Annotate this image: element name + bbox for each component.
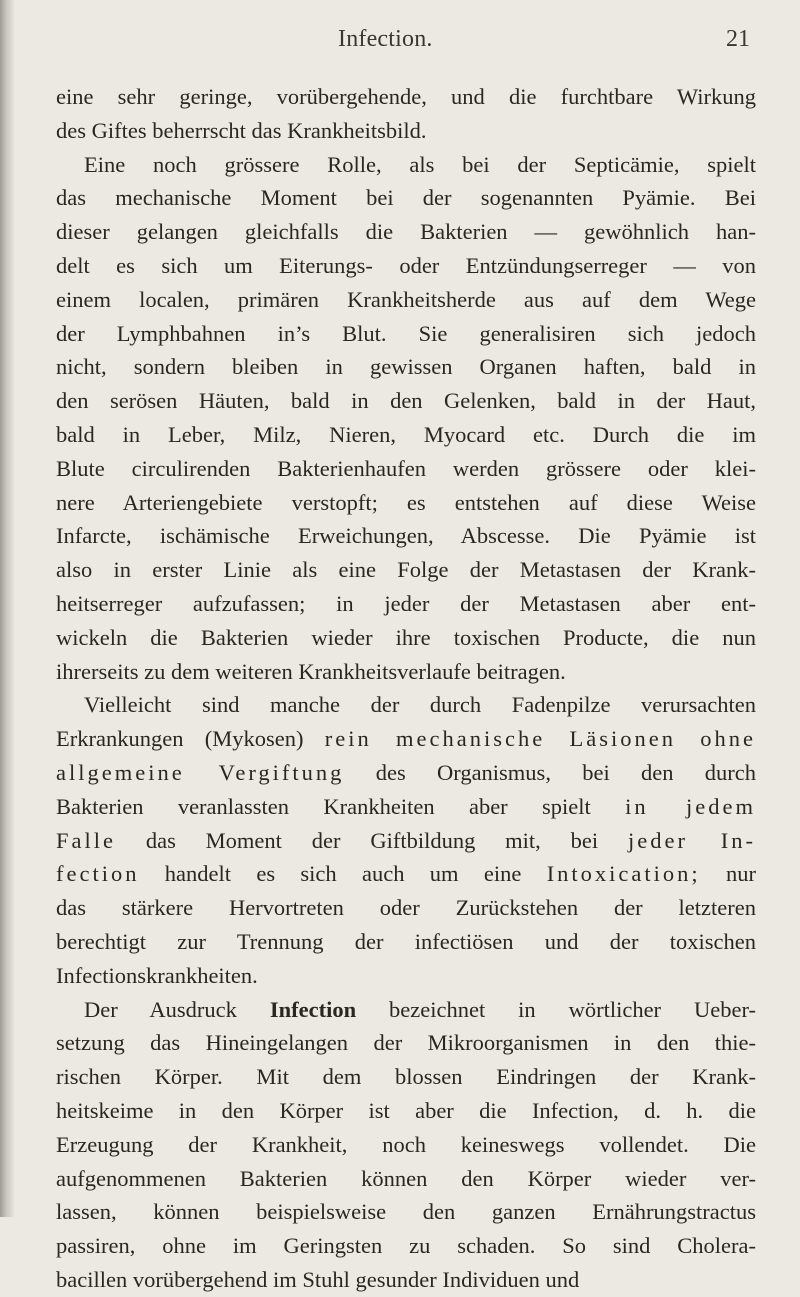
text-line: eine sehr geringe, vorübergehende, und die furchtbare Wirkung bbox=[56, 84, 756, 109]
text-line: delt es sich um Eiterungs- oder Entzündungserreger — von bbox=[56, 252, 756, 278]
text-run: bezeichnet in wörtlicher Ueber- bbox=[389, 996, 756, 1022]
text-run: handelt es sich auch um eine bbox=[164, 861, 522, 887]
text-line: Eine noch grössere Rolle, als bei der Septicämie, spielt bbox=[84, 151, 756, 177]
text-run: Der Ausdruck bbox=[84, 996, 237, 1022]
text-line bbox=[56, 993, 756, 1027]
spaced-emphasis: fection bbox=[56, 861, 140, 887]
text-line: also in erster Linie als eine Folge der Metastasen der Krank- bbox=[56, 557, 756, 583]
text-line: heitserreger aufzufassen; in jeder der Metastasen aber ent- bbox=[56, 590, 756, 616]
text-run: Bakterien veranlassten Krankheiten aber spielt bbox=[56, 793, 591, 819]
page-spine-shadow bbox=[0, 0, 14, 1217]
text-run: Erkrankungen (Mykosen) bbox=[56, 726, 304, 752]
text-run: nur bbox=[726, 861, 756, 887]
text-line: dieser gelangen gleichfalls die Bakterien — gewöhnlich han- bbox=[56, 219, 756, 245]
text-line: Erzeugung der Krankheit, noch keineswegs vollendet. Die bbox=[56, 1131, 756, 1157]
text-line: des Giftes beherrscht das Krankheitsbild. bbox=[56, 117, 427, 143]
spaced-emphasis: in jedem bbox=[625, 793, 756, 819]
text-line: Blute circulirenden Bakterienhaufen werden grössere oder klei- bbox=[56, 455, 756, 481]
text-line bbox=[56, 790, 756, 824]
text-line: der Lymphbahnen in’s Blut. Sie generalisiren sich jedoch bbox=[56, 320, 756, 346]
page-number: 21 bbox=[726, 26, 750, 52]
text-line: nicht, sondern bleiben in gewissen Organen haften, bald in bbox=[56, 354, 756, 380]
text-line: bald in Leber, Milz, Nieren, Myocard etc. Durch die im bbox=[56, 421, 756, 447]
text-line: das mechanische Moment bei der sogenannten Pyämie. Bei bbox=[56, 185, 756, 211]
text-line: passiren, ohne im Geringsten zu schaden. So sind Cholera- bbox=[56, 1233, 756, 1259]
text-line: wickeln die Bakterien wieder ihre toxischen Producte, die nun bbox=[56, 624, 756, 650]
paragraph bbox=[56, 993, 756, 1297]
text-line bbox=[56, 857, 756, 891]
text-run: das Moment der Giftbildung mit, bei bbox=[145, 827, 599, 853]
text-run: des Organismus, bei den durch bbox=[375, 759, 756, 785]
text-line: aufgenommenen Bakterien können den Körper wieder ver- bbox=[56, 1165, 756, 1191]
text-line bbox=[56, 756, 756, 790]
text-line: einem localen, primären Krankheitsherde aus auf dem Wege bbox=[56, 286, 756, 312]
text-line: das stärkere Hervortreten oder Zurückstehen der letzteren bbox=[56, 895, 756, 921]
text-line: ihrerseits zu dem weiteren Krankheitsverlaufe beitragen. bbox=[56, 658, 566, 684]
paragraph bbox=[56, 148, 756, 689]
text-line: nere Arteriengebiete verstopft; es entstehen auf diese Weise bbox=[56, 489, 756, 515]
paragraph bbox=[56, 80, 756, 148]
text-line: den serösen Häuten, bald in den Gelenken, bald in der Haut, bbox=[56, 388, 756, 414]
text-line: berechtigt zur Trennung der infectiösen und der toxischen bbox=[56, 928, 756, 954]
page-header bbox=[0, 26, 800, 66]
text-line bbox=[56, 824, 756, 858]
running-title: Infection. bbox=[338, 26, 433, 52]
spaced-emphasis: Falle bbox=[56, 827, 116, 853]
text-line: lassen, können beispielsweise den ganzen Ernährungstractus bbox=[56, 1199, 756, 1225]
spaced-emphasis: Intoxication; bbox=[546, 861, 701, 887]
text-line bbox=[56, 722, 756, 756]
text-line: Infectionskrankheiten. bbox=[56, 962, 258, 988]
text-line: setzung das Hineingelangen der Mikroorganismen in den thie- bbox=[56, 1030, 756, 1056]
text-line: heitskeime in den Körper ist aber die Infection, d. h. die bbox=[56, 1097, 756, 1123]
spaced-emphasis: rein mechanische Läsionen ohne bbox=[324, 726, 757, 752]
paragraph bbox=[56, 688, 756, 992]
spaced-emphasis: allgemeine Vergiftung bbox=[56, 759, 345, 785]
spaced-emphasis: jeder In- bbox=[627, 827, 757, 853]
text-line: rischen Körper. Mit dem blossen Eindringen der Krank- bbox=[56, 1064, 756, 1090]
text-line: Infarcte, ischämische Erweichungen, Abscesse. Die Pyämie ist bbox=[56, 523, 756, 549]
text-line: bacillen vorübergehend im Stuhl gesunder Individuen und bbox=[56, 1266, 580, 1292]
bold-term: Infection bbox=[269, 996, 357, 1022]
body-text bbox=[56, 80, 756, 1297]
text-line: Vielleicht sind manche der durch Fadenpilze verursachten bbox=[84, 692, 756, 718]
